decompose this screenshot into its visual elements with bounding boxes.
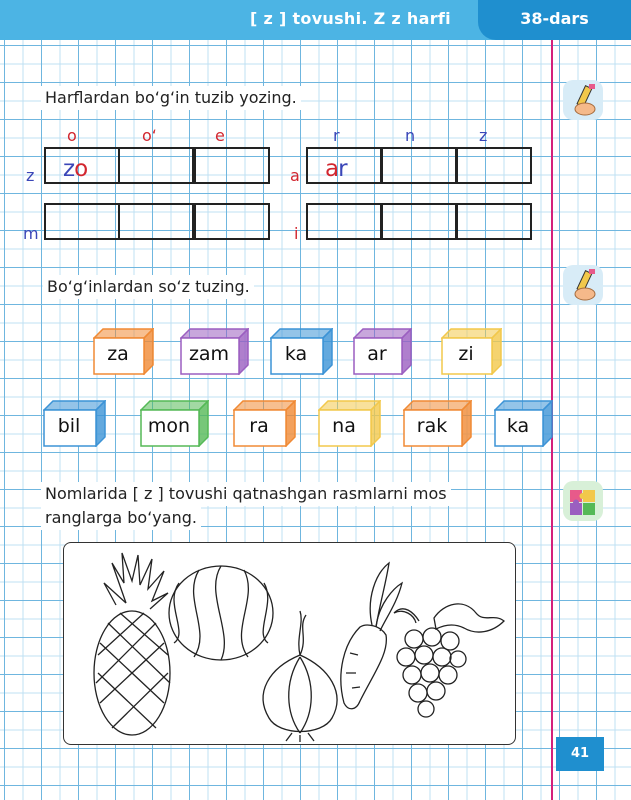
syllable-box[interactable] [194, 147, 270, 184]
syllable-cube[interactable] [270, 328, 333, 375]
sample-syllable [325, 156, 347, 182]
page-number: 41 [556, 737, 604, 771]
cube-syllable-label: bil [57, 415, 81, 437]
cube-syllable-label: ka [284, 343, 308, 365]
cube-syllable-label: ra [249, 415, 269, 437]
sample-consonant: r [338, 156, 347, 182]
syllable-cube[interactable] [93, 328, 154, 375]
vowel-letter: o [67, 126, 77, 145]
syllable-cube[interactable] [318, 400, 381, 447]
syllable-box[interactable] [381, 203, 457, 240]
cube-syllable-label: zi [458, 343, 474, 365]
cube-syllable-label: zam [188, 343, 230, 365]
syllable-cube[interactable] [494, 400, 553, 447]
syllable-cube[interactable] [403, 400, 472, 447]
pencil-hand-icon [563, 265, 603, 305]
consonant-letter: n [405, 126, 416, 145]
syllable-cube[interactable] [180, 328, 249, 375]
grapes-icon[interactable] [394, 604, 504, 717]
exercise2-instruction: Bo‘g‘inlardan so‘z tuzing. [43, 275, 254, 299]
syllable-box[interactable] [118, 147, 194, 184]
pineapple-icon[interactable] [94, 553, 170, 735]
sample-vowel: a [325, 156, 339, 182]
syllable-box[interactable] [381, 147, 457, 184]
cube-syllable-label: rak [416, 415, 448, 437]
sample-syllable [63, 156, 87, 182]
onion-icon[interactable] [263, 611, 337, 742]
syllable-cube[interactable] [353, 328, 412, 375]
cube-syllable-label: mon [147, 415, 191, 437]
cube-syllable-label: ka [506, 415, 530, 437]
watermelon-icon[interactable] [169, 566, 273, 660]
cube-syllable-label: na [332, 415, 356, 437]
sample-vowel: o [74, 156, 88, 182]
syllable-cube[interactable] [43, 400, 106, 447]
syllable-box[interactable] [194, 203, 270, 240]
exercise3-instruction: Nomlarida [ z ] tovushi qatnashgan rasmlarni mos [41, 482, 451, 506]
syllable-box[interactable] [306, 203, 382, 240]
exercise3-instruction-cont: ranglarga bo‘yang. [41, 506, 201, 530]
exercise1-instruction: Harflardan bo‘g‘in tuzib yozing. [41, 86, 301, 110]
cube-syllable-label: za [107, 343, 129, 365]
syllable-cube[interactable] [233, 400, 296, 447]
puzzle-icon [563, 481, 603, 521]
page-title: [ z ] tovushi. Z z harfi [250, 9, 451, 28]
syllable-box[interactable] [44, 203, 120, 240]
syllable-box[interactable] [456, 203, 532, 240]
row-letter: i [294, 224, 299, 243]
cube-syllable-label: ar [367, 343, 387, 365]
lesson-badge: 38-dars [478, 0, 631, 40]
consonant-letter: r [333, 126, 340, 145]
syllable-cube[interactable] [140, 400, 209, 447]
sample-consonant: z [63, 156, 75, 182]
vowel-letter: o‘ [142, 126, 157, 145]
row-letter: z [26, 166, 35, 185]
consonant-letter: z [479, 126, 488, 145]
coloring-picture-frame [63, 542, 516, 745]
row-letter: m [23, 224, 39, 243]
syllable-cube[interactable] [441, 328, 502, 375]
carrot-icon[interactable] [341, 563, 402, 709]
row-letter: a [290, 166, 300, 185]
pencil-hand-icon [563, 80, 603, 120]
vowel-letter: e [215, 126, 225, 145]
syllable-box[interactable] [118, 203, 194, 240]
syllable-box[interactable] [456, 147, 532, 184]
